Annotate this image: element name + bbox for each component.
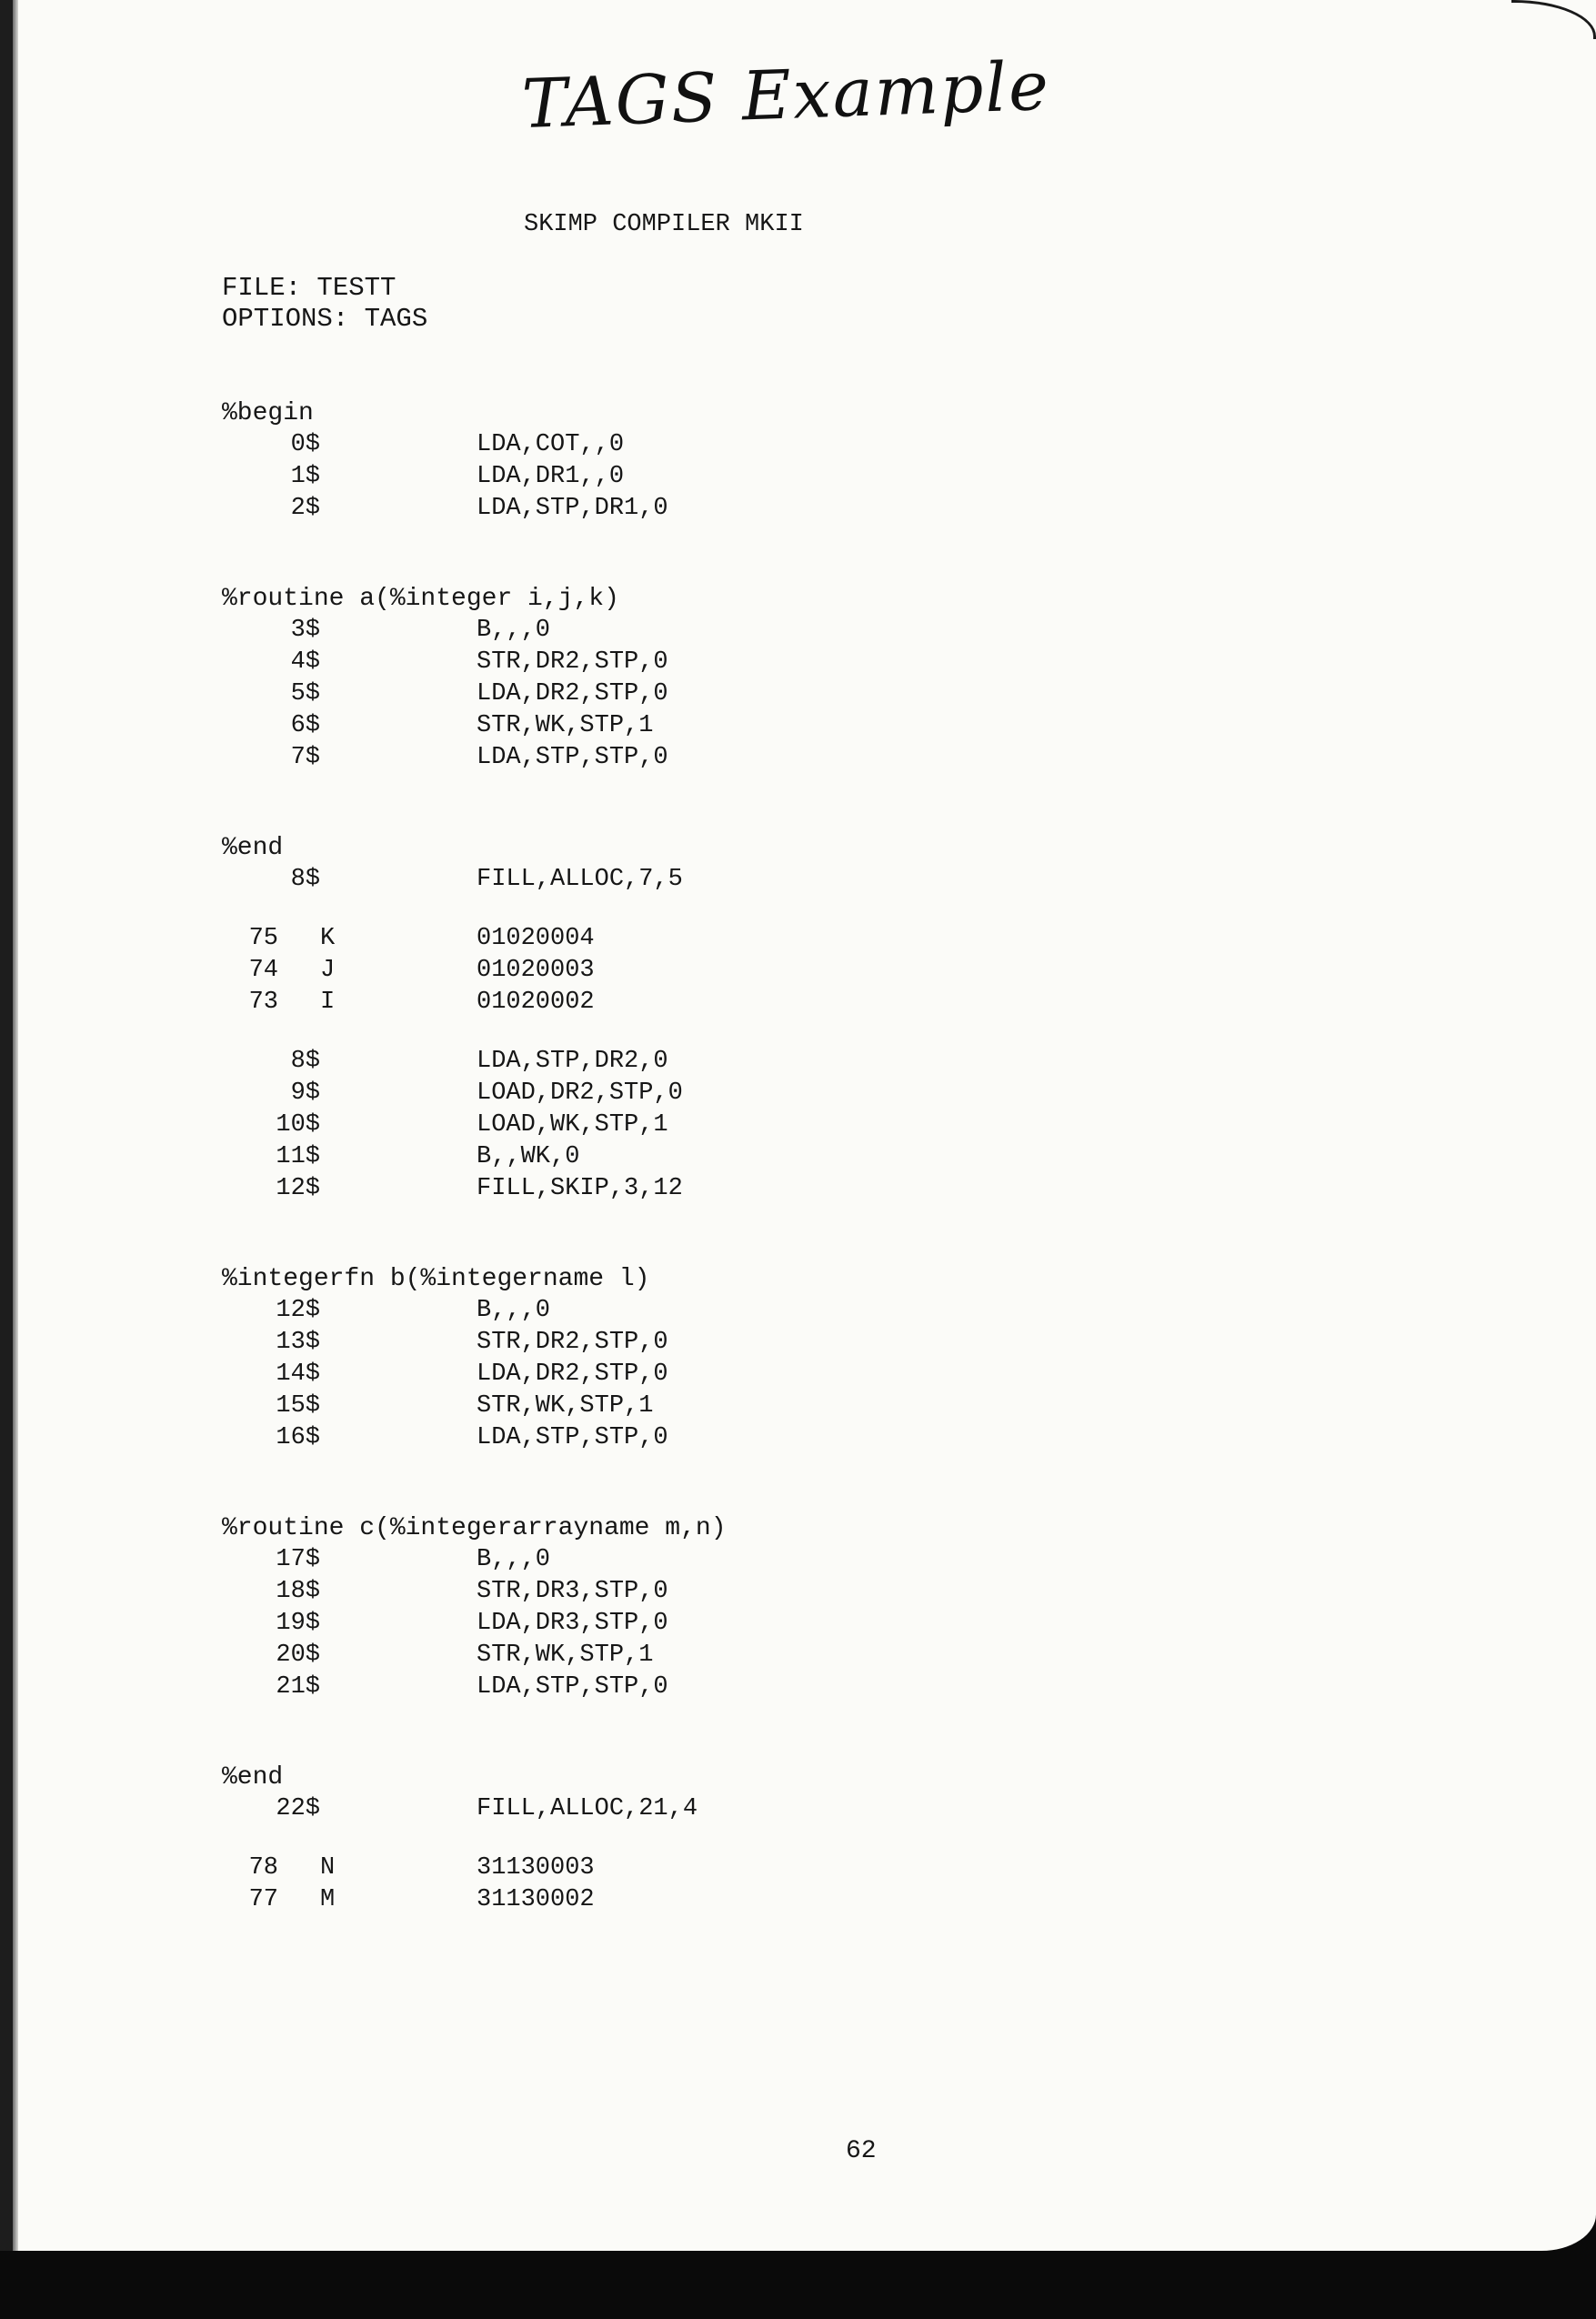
listing-row <box>222 742 1040 774</box>
label-number: 12$ <box>276 1175 320 1202</box>
listing-row <box>222 1359 1040 1390</box>
label-number: 22$ <box>276 1795 320 1822</box>
label-number: 19$ <box>276 1610 320 1637</box>
page-curl <box>1511 0 1596 39</box>
label-number: 6$ <box>290 712 320 739</box>
instruction: FILL,ALLOC,7,5 <box>477 866 683 893</box>
listing-section <box>222 397 1040 525</box>
listing-section <box>222 1263 1040 1454</box>
listing-section <box>222 583 1040 774</box>
instruction: B,,,0 <box>477 617 551 644</box>
listing-row <box>222 1078 1040 1109</box>
listing-row <box>222 955 1040 987</box>
instruction: STR,DR2,STP,0 <box>477 1329 668 1356</box>
instruction: STR,DR3,STP,0 <box>477 1578 668 1605</box>
label-number: 20$ <box>276 1641 320 1669</box>
listing-row <box>222 1544 1040 1576</box>
listing-row <box>222 1390 1040 1422</box>
listing-section <box>222 1852 1040 1916</box>
instruction: FILL,SKIP,3,12 <box>477 1175 683 1202</box>
section-header: %begin <box>222 399 314 427</box>
listing-row <box>222 647 1040 678</box>
section-header: %end <box>222 834 284 862</box>
label-number: 16$ <box>276 1424 320 1451</box>
instruction: LOAD,DR2,STP,0 <box>477 1079 683 1107</box>
instruction: LDA,DR2,STP,0 <box>477 1360 668 1388</box>
tag-variable-name: M <box>320 1886 336 1913</box>
listing-section <box>222 1046 1040 1205</box>
listing-section <box>222 923 1040 1019</box>
handwritten-title: TAGS Example <box>520 46 1052 144</box>
label-number: 11$ <box>276 1143 320 1170</box>
label-number: 0$ <box>290 431 320 458</box>
listing-row <box>222 1852 1040 1884</box>
instruction: LDA,STP,DR1,0 <box>477 495 668 522</box>
tag-code: 01020003 <box>477 957 595 984</box>
label-number: 13$ <box>276 1329 320 1356</box>
listing-row <box>222 1173 1040 1205</box>
listing-row <box>222 1793 1040 1825</box>
instruction: FILL,ALLOC,21,4 <box>477 1795 698 1822</box>
compiler-heading: SKIMP COMPILER MKII <box>524 211 804 238</box>
label-number: 21$ <box>276 1673 320 1701</box>
tag-number: 77 <box>248 1886 278 1913</box>
listing-section <box>222 1762 1040 1825</box>
tag-number: 73 <box>248 989 278 1016</box>
instruction: LDA,STP,STP,0 <box>477 1424 668 1451</box>
listing-row <box>222 1576 1040 1608</box>
instruction: LOAD,WK,STP,1 <box>477 1111 668 1139</box>
label-number: 8$ <box>290 866 320 893</box>
label-number: 2$ <box>290 495 320 522</box>
label-number: 17$ <box>276 1546 320 1573</box>
section-header: %routine c(%integerarrayname m,n) <box>222 1514 727 1542</box>
label-number: 9$ <box>290 1079 320 1107</box>
listing-row <box>222 1884 1040 1916</box>
label-number: 15$ <box>276 1392 320 1420</box>
listing-row <box>222 615 1040 647</box>
listing-row <box>222 1327 1040 1359</box>
instruction: B,,,0 <box>477 1546 551 1573</box>
instruction: STR,WK,STP,1 <box>477 1641 654 1669</box>
listing-section <box>222 1512 1040 1703</box>
instruction: LDA,DR2,STP,0 <box>477 680 668 708</box>
instruction: LDA,STP,STP,0 <box>477 744 668 771</box>
label-number: 18$ <box>276 1578 320 1605</box>
listing-section <box>222 832 1040 896</box>
instruction: LDA,DR1,,0 <box>477 463 625 490</box>
instruction: LDA,COT,,0 <box>477 431 625 458</box>
listing-row <box>222 1295 1040 1327</box>
listing-row <box>222 710 1040 742</box>
label-number: 8$ <box>290 1048 320 1075</box>
section-header: %routine a(%integer i,j,k) <box>222 585 619 613</box>
compiler-listing <box>222 397 1040 1974</box>
label-number: 4$ <box>290 648 320 676</box>
listing-row <box>222 1671 1040 1703</box>
listing-row <box>222 461 1040 493</box>
label-number: 14$ <box>276 1360 320 1388</box>
tag-code: 01020004 <box>477 925 595 952</box>
tag-code: 31130003 <box>477 1854 595 1882</box>
page-number: 62 <box>846 2137 877 2165</box>
instruction: B,,,0 <box>477 1297 551 1324</box>
listing-row <box>222 1109 1040 1141</box>
label-number: 12$ <box>276 1297 320 1324</box>
section-header: %integerfn b(%integername l) <box>222 1265 650 1293</box>
tag-variable-name: I <box>320 989 336 1016</box>
instruction: LDA,STP,STP,0 <box>477 1673 668 1701</box>
listing-row <box>222 1608 1040 1640</box>
tag-number: 74 <box>248 957 278 984</box>
tag-number: 78 <box>248 1854 278 1882</box>
instruction: STR,WK,STP,1 <box>477 1392 654 1420</box>
instruction: LDA,DR3,STP,0 <box>477 1610 668 1637</box>
instruction: B,,WK,0 <box>477 1143 580 1170</box>
instruction: LDA,STP,DR2,0 <box>477 1048 668 1075</box>
label-number: 7$ <box>290 744 320 771</box>
tag-variable-name: N <box>320 1854 336 1882</box>
tag-variable-name: J <box>320 957 336 984</box>
listing-row <box>222 923 1040 955</box>
tag-number: 75 <box>248 925 278 952</box>
listing-row <box>222 987 1040 1019</box>
listing-row <box>222 1046 1040 1078</box>
tag-code: 01020002 <box>477 989 595 1016</box>
listing-row <box>222 1640 1040 1671</box>
section-header: %end <box>222 1763 284 1792</box>
label-number: 5$ <box>290 680 320 708</box>
listing-row <box>222 678 1040 710</box>
label-number: 3$ <box>290 617 320 644</box>
listing-row <box>222 1141 1040 1173</box>
listing-row <box>222 493 1040 525</box>
listing-row <box>222 864 1040 896</box>
options-line: OPTIONS: TAGS <box>222 304 428 334</box>
instruction: STR,WK,STP,1 <box>477 712 654 739</box>
label-number: 1$ <box>290 463 320 490</box>
tag-variable-name: K <box>320 925 336 952</box>
instruction: STR,DR2,STP,0 <box>477 648 668 676</box>
tag-code: 31130002 <box>477 1886 595 1913</box>
listing-row <box>222 1422 1040 1454</box>
label-number: 10$ <box>276 1111 320 1139</box>
file-line: FILE: TESTT <box>222 273 396 303</box>
listing-row <box>222 429 1040 461</box>
